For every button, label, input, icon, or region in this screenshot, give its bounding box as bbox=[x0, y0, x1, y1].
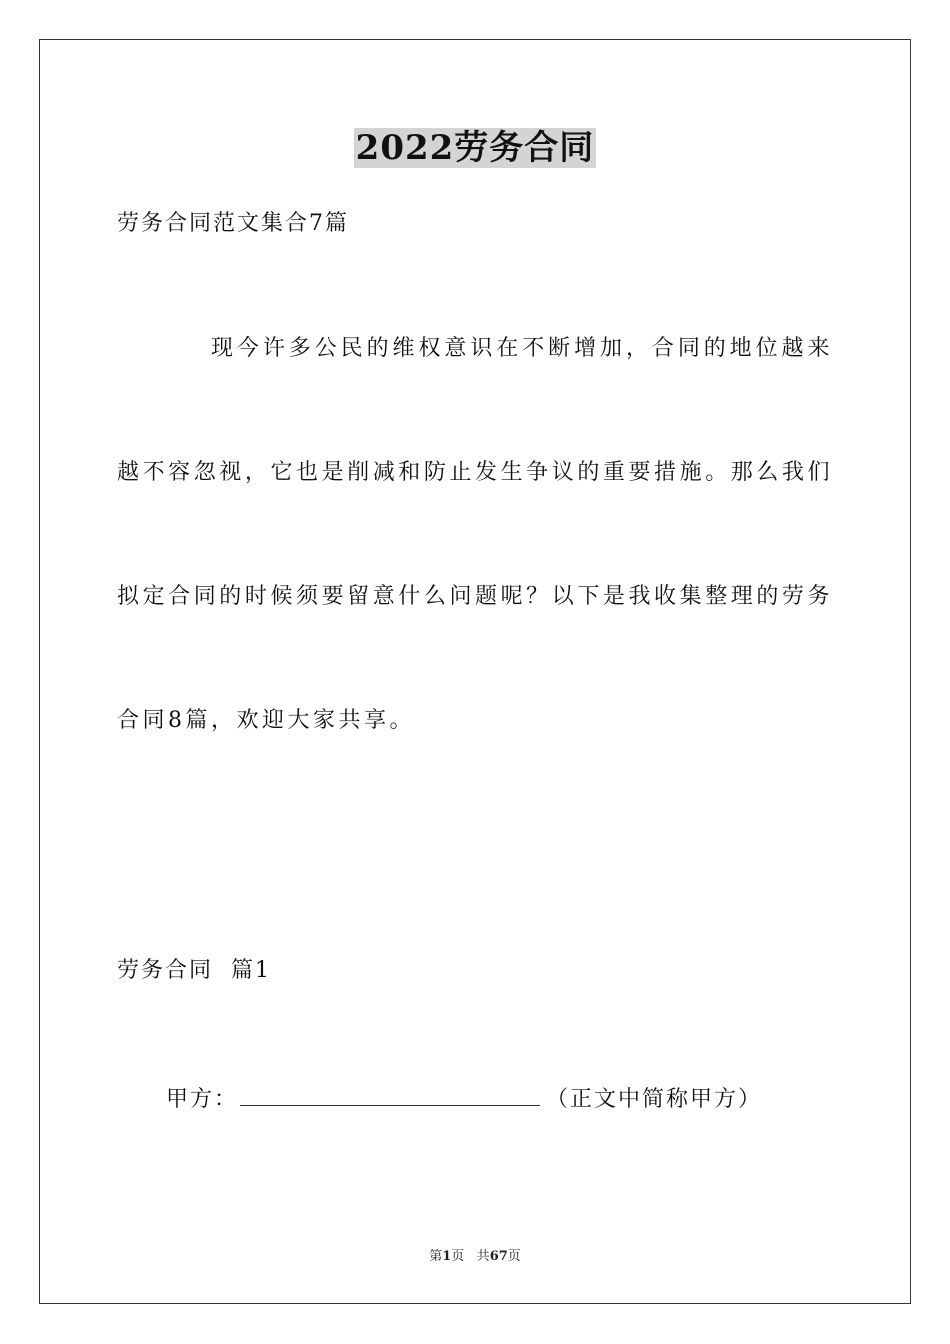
document-title: 2022劳务合同 bbox=[355, 128, 595, 168]
title-container bbox=[0, 128, 950, 168]
party-a-blank-field[interactable] bbox=[240, 1083, 540, 1106]
page-footer bbox=[0, 1248, 950, 1266]
page-number: 1 bbox=[442, 1249, 452, 1264]
total-suffix: 页 bbox=[507, 1249, 521, 1264]
party-a-label: 甲方： bbox=[166, 1087, 239, 1112]
party-a-line bbox=[166, 1083, 762, 1114]
total-pages: 67 bbox=[489, 1249, 508, 1264]
document-subtitle: 劳务合同范文集合7篇 bbox=[117, 211, 349, 236]
total-prefix: 共 bbox=[476, 1249, 490, 1264]
party-a-note: （正文中简称甲方） bbox=[546, 1087, 763, 1112]
section-heading: 劳务合同 篇1 bbox=[117, 958, 271, 983]
intro-paragraph: 现今许多公民的维权意识在不断增加，合同的地位越来越不容忽视，它也是削减和防止发生争议的重要措施。那么我们拟定合同的时候须要留意什么问题呢？以下是我收集整理的劳务合同8篇，欢迎大家共享。 bbox=[117, 336, 833, 733]
page-suffix: 页 bbox=[451, 1249, 465, 1264]
page-prefix: 第 bbox=[429, 1249, 443, 1264]
